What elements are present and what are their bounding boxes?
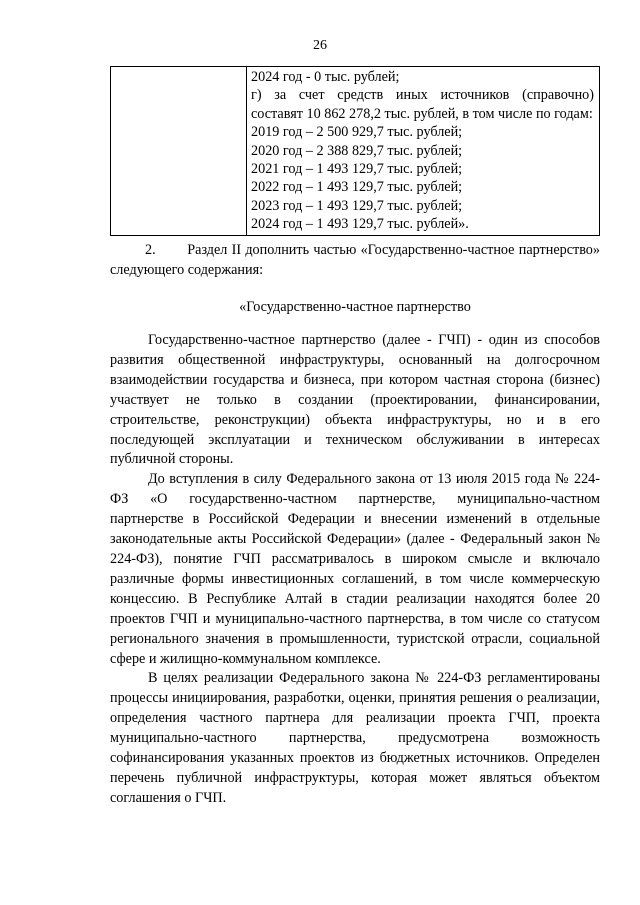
- paragraph: До вступления в силу Федерального закона от 13 июля 2015 года № 224-ФЗ «О государственно-частном партнерстве, муниципально-частном партнерстве в Российской Федерации и внесении изменений в отдельные законодательные акты Российской Федерации» (далее - Федеральный закон № 224-ФЗ), понятие ГЧП рассматривалось в широком смысле и включало различные формы инвестиционных соглашений, в том числе коммерческую концессию. В Республике Алтай в стадии реализации находятся более 20 проектов ГЧП и муниципально-частного партнерства, в том числе со статусом регионального значения в промышленности, туристской отрасли, социальной сфере и жилищно-коммунальном комплексе.: [110, 471, 600, 667]
- funding-line: 2020 год – 2 388 829,7 тыс. рублей;: [251, 142, 463, 159]
- funding-line: 2024 год – 1 493 129,7 тыс. рублей».: [251, 216, 469, 233]
- item-number: 2.: [145, 242, 156, 258]
- section-body: [110, 331, 600, 809]
- paragraph: Государственно-частное партнерство (далее - ГЧП) - один из способов развития общественной инфраструктуры, основанный на долгосрочном взаимодействии государства и бизнеса, при котором частная сторона (бизнес) участвует не только в создании (проектировании, финансировании, строительстве, реконструкции) объекта инфраструктуры, но и в его последующей эксплуатации и техническом обслуживании в интересах публичной стороны.: [110, 332, 600, 468]
- amendment-item-2: [110, 241, 600, 280]
- funding-line: 2021 год – 1 493 129,7 тыс. рублей;: [251, 161, 463, 178]
- table-column-divider: [246, 67, 247, 235]
- funding-line: 2022 год – 1 493 129,7 тыс. рублей;: [251, 179, 463, 196]
- funding-paragraph: г) за счет средств иных источников (справочно) составят 10 862 278,2 тыс. рублей, в том числе по годам:: [251, 87, 594, 122]
- page-number: 26: [313, 38, 327, 53]
- funding-line: 2024 год - 0 тыс. рублей;: [251, 69, 400, 85]
- funding-line: 2023 год – 1 493 129,7 тыс. рублей;: [251, 197, 463, 214]
- paragraph: В целях реализации Федерального закона № 224-ФЗ регламентированы процессы инициирования, разработки, оценки, принятия решения о реализации, определения частного партнера для реализации проекта ГЧП, проекта муниципально-частного партнерства, предусмотрена возможность софинансирования указанных проектов из бюджетных источников. Определен перечень публичной инфраструктуры, которая может являться объектом соглашения о ГЧП.: [110, 670, 600, 806]
- section-heading: «Государственно-частное партнерство: [239, 299, 471, 315]
- table-cell-funding: [251, 68, 594, 234]
- continuation-table: [110, 66, 600, 236]
- funding-line: 2019 год – 2 500 929,7 тыс. рублей;: [251, 124, 463, 141]
- item-text: Раздел II дополнить частью «Государственно-частное партнерство» следующего содержания:: [110, 242, 600, 278]
